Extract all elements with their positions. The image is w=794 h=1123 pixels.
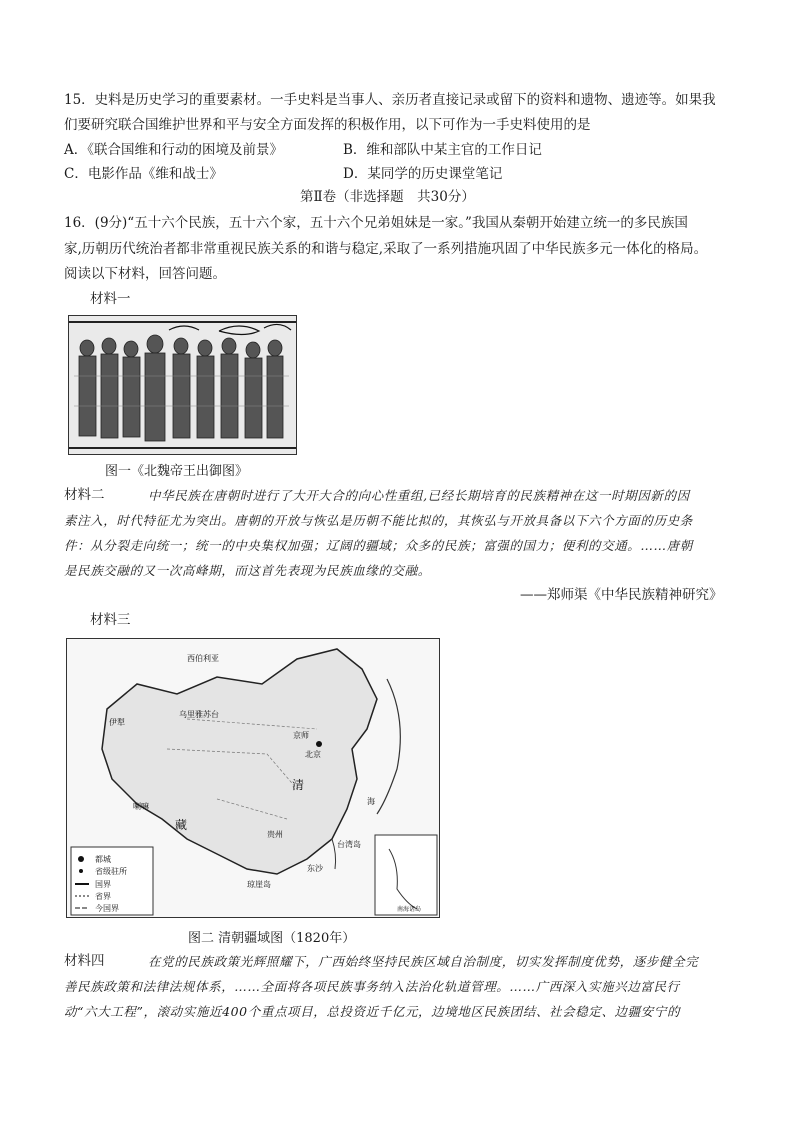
map-label-inset: 南海诸岛 <box>397 906 422 913</box>
q15-option-a: A．《联合国维和行动的困境及前景》 <box>64 142 283 158</box>
map-label-guizhou: 贵州 <box>267 830 283 839</box>
procession-relief-drawing <box>69 316 296 454</box>
map-label-ocean: 海 <box>367 797 375 806</box>
map-label-beijing: 北京 <box>305 750 321 759</box>
q15-option-b: B．维和部队中某主官的工作日记 <box>343 142 542 158</box>
material4-line2: 善民族政策和法律法规体系，……全面将各项民族事务纳入法治化轨道管理。……广西深入实施兴边富民行 <box>64 979 680 994</box>
map-label-lhasa: 喇嘛 <box>133 802 149 811</box>
wei-emperor-procession-image <box>68 315 297 455</box>
q16-line1: 16．(9分)“五十六个民族，五十六个家，五十六个兄弟姐妹是一家。”我国从秦朝开始建立统一的多民族国 <box>64 215 688 231</box>
material2-label: 材料二 <box>64 487 105 503</box>
q16-line3: 阅读以下材料，回答问题。 <box>64 266 226 282</box>
q15-stem-line2: 们要研究联合国维护世界和平与安全方面发挥的积极作用，以下可作为一手史料使用的是 <box>64 117 591 133</box>
legend-border: 国界 <box>95 880 111 889</box>
material1-label: 材料一 <box>90 291 131 307</box>
material2-line2: 素注入，时代特征尤为突出。唐朝的开放与恢弘是历朝不能比拟的，其恢弘与开放具备以下六个方面的历史条 <box>64 513 693 528</box>
q16-line2: 家,历朝历代统治者都非常重视民族关系的和谐与稳定,采取了一系列措施巩固了中华民族多元一体化的格局。 <box>64 241 708 257</box>
material2-line1: 中华民族在唐朝时进行了大开大合的向心性重组,已经长期培育的民族精神在这一时期因新的因 <box>148 488 690 503</box>
map-label-hainan: 琼崖岛 <box>247 880 271 889</box>
south-sea-inset <box>375 835 437 915</box>
map-drawing <box>67 639 439 917</box>
map-label-dongsha: 东沙 <box>307 864 323 873</box>
material1-caption: 图一《北魏帝王出御图》 <box>105 464 249 479</box>
map-label-jingcheng: 京师 <box>293 731 309 740</box>
q15-option-c: C．电影作品《维和战士》 <box>64 166 223 182</box>
qing-territory-map <box>66 638 440 918</box>
map-label-tibet: 藏 <box>175 818 188 832</box>
section-title: 第Ⅱ卷（非选择题 共30分） <box>300 189 475 205</box>
material3-caption: 图二 清朝疆域图（1820年） <box>188 931 356 946</box>
q15-stem-line1: 15．史料是历史学习的重要素材。一手史料是当事人、亲历者直接记录或留下的资料和遗物、遗迹等。如果我 <box>64 92 716 108</box>
material2-line4: 是民族交融的又一次高峰期，而这首先表现为民族血缘的交融。 <box>64 563 431 578</box>
legend-capital: 都城 <box>95 855 111 864</box>
map-label-yili: 伊犁 <box>109 718 125 727</box>
beijing-marker <box>316 741 322 747</box>
material2-source: ——郑师渠《中华民族精神研究》 <box>520 587 723 603</box>
material4-line1: 在党的民族政策光辉照耀下，广西始终坚持民族区域自治制度，切实发挥制度优势，逐步健全完 <box>148 954 699 969</box>
map-label-qing: 清 <box>292 778 305 792</box>
material2-line3: 件：从分裂走向统一；统一的中央集权加强；辽阔的疆域；众多的民族；富强的国力；便利的交通。……唐朝 <box>64 538 693 553</box>
map-label-siberia: 西伯利亚 <box>187 654 219 663</box>
material4-label: 材料四 <box>64 953 105 969</box>
legend-province: 省界 <box>95 892 111 901</box>
map-label-uliyasutai: 乌里雅苏台 <box>179 710 219 719</box>
material4-line3: 动“六大工程”，滚动实施近400个重点项目，总投资近千亿元，边境地区民族团结、社会稳定、边疆安宁的 <box>64 1004 681 1019</box>
q15-option-d: D．某同学的历史课堂笔记 <box>343 166 503 182</box>
material3-label: 材料三 <box>90 612 131 628</box>
legend-provincial: 省级驻所 <box>95 867 127 876</box>
map-label-taiwan: 台湾岛 <box>337 840 361 849</box>
legend-modern: 今国界 <box>95 904 119 913</box>
